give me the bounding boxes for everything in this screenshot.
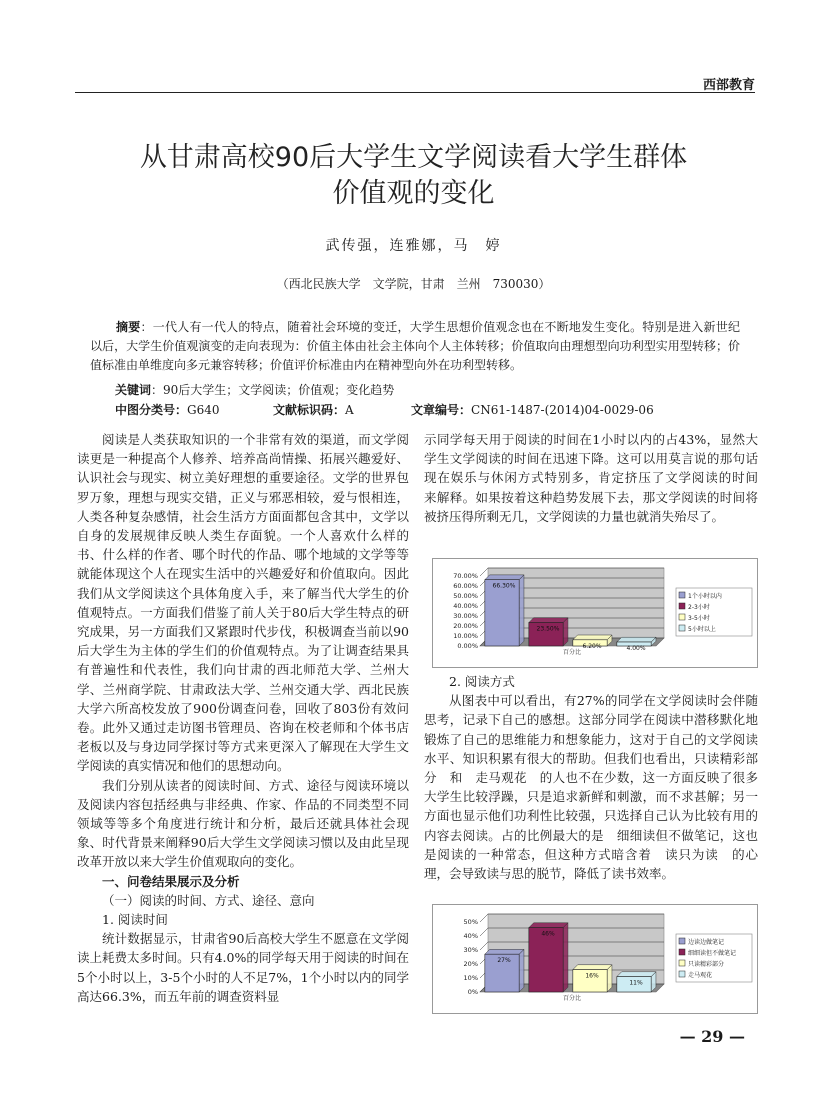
keywords-text: ：90后大学生；文学阅读；价值观；变化趋势 [151,383,395,397]
legend-entry: 细细读但不做笔记 [688,950,737,957]
clc-code [115,401,220,418]
legend-entry: 3-5小时 [688,615,710,622]
article-value: CN61-1487-(2014)04-0029-06 [471,403,654,417]
legend-swatch [679,614,685,620]
header-rule [75,92,755,93]
abstract-label: 摘要 [116,320,141,334]
legend-swatch [679,960,685,966]
doc-value: A [345,403,354,417]
right-column [424,430,771,526]
y-tick-label: 20.00% [453,622,478,630]
legend-swatch [679,603,685,609]
legend-swatch [679,625,685,631]
clc-label: 中图分类号： [115,403,188,417]
y-tick-label: 10% [463,974,478,982]
paper-title [80,140,747,212]
bar-top [529,618,568,623]
right-column-continued [424,672,758,883]
journal-name: 西部教育 [702,78,755,93]
y-tick-label: 30% [463,946,478,954]
reading-time-chart [432,558,758,668]
abstract-text: ：一代人有一代人的特点，随着社会环境的变迁，大学生思想价值观念也在不断地发生变化。特别是进入新世纪以后，大学生价值观演变的走向表现为：价值主体由社会主体向个人主体转移；价值取向由理想型向功利型实用型转移；价值标准由单维度向多元兼容转移；价值评价标准由内在精神型向外在功利型转移。 [90,320,740,372]
y-tick-label: 50.00% [453,592,478,600]
data-label: 16% [585,972,599,980]
legend-swatch [679,592,685,598]
bar-top [485,949,524,954]
doc-code [273,401,354,418]
bar-top [573,965,612,970]
authors: 武传强，连雅娜，马 婷 [325,238,502,254]
data-label: 4.00% [626,645,646,652]
keywords-label: 关键词 [115,383,152,397]
bar-top [617,637,656,642]
legend-swatch [679,949,685,955]
subsection-heading: （一）阅读的时间、方式、途径、意向 [102,892,315,908]
section-heading: 一、问卷结果展示及分析 [102,873,240,889]
legend-swatch [679,938,685,944]
paragraph: 从图表中可以看出，有27%的同学在文学阅读时会伴随思考，记录下自己的感想。这部分同学在阅读中潜移默化地锻炼了自己的思维能力和想象能力，这对于自己的文学阅读水平、知识积累有很大的帮助。但我们也看出，只读精彩部分 和 走马观花 的人也不在少数，这一方面反映了很多大学生比较浮躁，只是追求新鲜和刺激，而不求甚解；另一方面也显示他们功利性比较强，只选择自己认为比较有用的内容去阅读。占的比例最大的是 细细读但不做笔记，这也是阅读的一种常态，但这种方式暗含着 读只为读 的心理，会导致读与思的脱节，降低了读书效率。 [424,693,758,882]
article-label: 文章编号： [411,403,472,417]
item-heading: 2. 阅读方式 [449,674,515,689]
y-tick-label: 10.00% [453,632,478,640]
data-label: 6.20% [582,642,602,650]
data-label: 11% [629,979,643,987]
y-tick-label: 30.00% [453,612,478,620]
clc-value: G640 [187,403,220,417]
paragraph: 阅读是人类获取知识的一个非常有效的渠道，而文学阅读更是一种提高个人修养、培养高尚情操、拓展兴趣爱好、认识社会与现实、树立美好理想的重要途径。文学的世界包罗万象，理想与现实交错，正义与邪恶相较，爱与恨相连，人类各种复杂感情，社会生活方方面面都包含其中，文学以自身的发展规律反映人类生存面貌。一个人喜欢什么样的书、什么样的作者、哪个时代的作品、哪个地域的文学等等就能体现这个人在现实生活中的兴趣爱好和价值取向。因此我们从文学阅读这个具体角度入手，来了解当代大学生的价值观特点。一方面我们借鉴了前人关于80后大学生特点的研究成果，另一方面我们又紧跟时代步伐，积极调查当前以90后大学生为主体的学生们的价值观特点。为了让调查结果具有普遍性和代表性，我们向甘肃的西北师范大学、兰州大学、兰州商学院、甘肃政法大学、兰州交通大学、西北民族大学六所高校发放了900份调查问卷，回收了803份有效问卷。此外又通过走访图书管理员、咨询在校老师和个体书店老板以及与身边同学探讨等方式来更深入了解现在大学生文学阅读的真实情况和他们的思想动向。 [77,432,409,774]
article-number [411,401,654,418]
legend-entry: 只读精彩部分 [688,961,725,968]
affiliation: （西北民族大学 文学院，甘肃 兰州 730030） [276,277,551,291]
y-tick-label: 60.00% [453,582,478,590]
bar-top [573,635,612,640]
bar-side [563,923,568,992]
data-label: 23.50% [536,625,560,633]
y-tick-label: 70.00% [453,572,478,580]
y-tick-label: 0% [467,988,478,996]
bar-side [519,949,524,992]
y-tick-label: 20% [463,960,478,968]
data-label: 27% [497,957,511,965]
legend-entry: 1个小时以内 [688,593,722,600]
y-tick-label: 50% [463,918,478,926]
page-number: — 29 — [679,1027,745,1046]
y-tick-label: 0.00% [457,642,478,650]
bar-top [617,972,656,977]
bar-side [519,575,524,646]
legend-entry: 2-3小时 [688,604,710,611]
paragraph: 示同学每天用于阅读的时间在1小时以内的占43%，显然大学生文学阅读的时间在迅速下降。这可以用莫言说的那句话 现在娱乐与休闲方式特别多，肯定挤压了文学阅读的时间 来解释。如果按着这种趋势发展下去，那文学阅读的时间将被挤压得所剩无几，文学阅读的力量也就消失殆尽了。 [424,432,771,524]
paragraph: 我们分别从读者的阅读时间、方式、途径与阅读环境以及阅读内容包括经典与非经典、作家、作品的不同类型不同领域等等多个角度进行统计和分析，最后还就具体社会现象、时代背景来阐释90后大学生文学阅读习惯以及由此呈现改革开放以来大学生价值观取向的变化。 [77,777,409,870]
item-heading: 1. 阅读时间 [102,912,168,928]
reading-method-chart [432,904,758,1014]
title-line-2: 价值观的变化 [332,178,495,209]
legend-entry: 5小时以上 [688,626,716,633]
legend-swatch [679,971,685,977]
data-label: 46% [541,930,555,938]
bar-top [529,923,568,928]
x-axis-label: 百分比 [562,649,582,656]
keywords [115,381,394,398]
abstract [90,318,740,375]
y-tick-label: 40% [463,932,478,940]
data-label: 66.30% [492,582,516,590]
legend-entry: 走马观花 [688,972,713,979]
x-axis-label: 百分比 [562,995,582,1002]
left-column [77,430,409,1006]
paragraph: 统计数据显示，甘肃省90后高校大学生不愿意在文学阅读上耗费太多时间。只有4.0%的同学每天用于阅读的时间在5个小时以上，3-5个小时的人不足7%，1个小时以内的同学高达66.3%，而五年前的调查资料显 [77,931,409,1004]
legend-entry: 边读边做笔记 [688,939,725,946]
title-line-1: 从甘肃高校90后大学生文学阅读看大学生群体 [139,142,688,173]
y-tick-label: 40.00% [453,602,478,610]
bar-top [485,575,524,580]
doc-label: 文献标识码： [273,403,346,417]
